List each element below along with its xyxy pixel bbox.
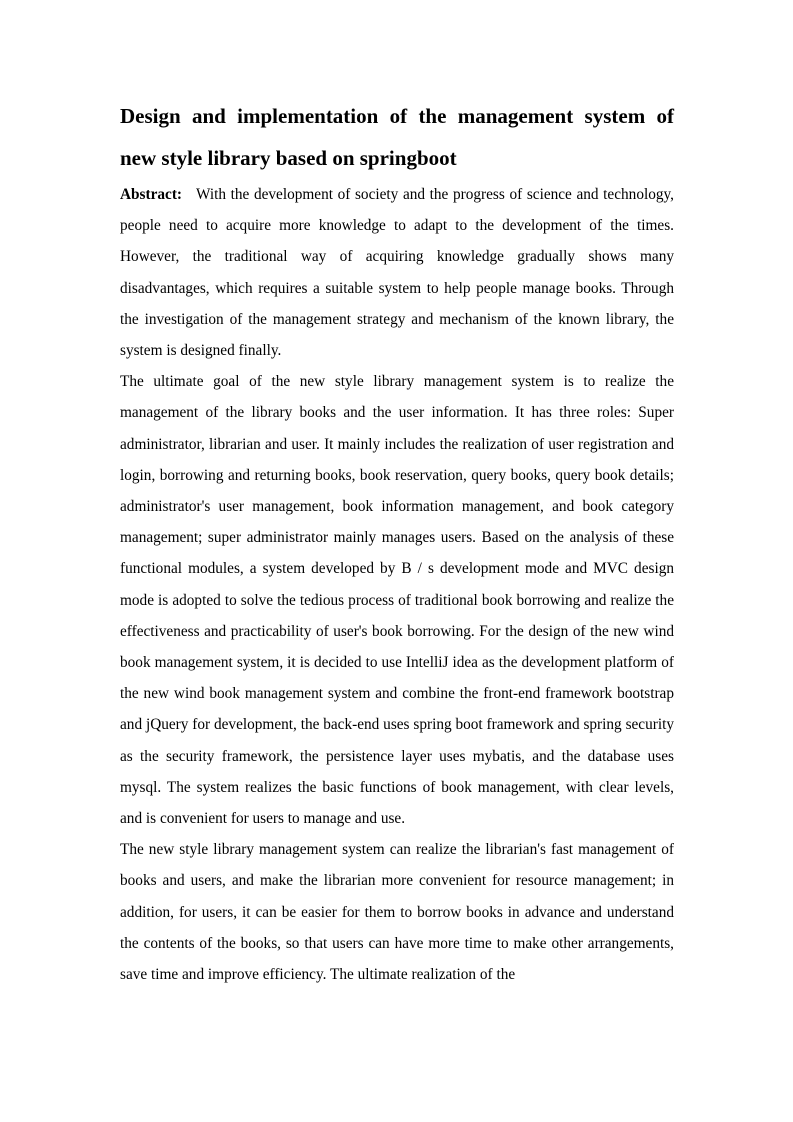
title-line-1: Design and implementation of the management system of <box>120 104 674 128</box>
document-title <box>120 95 674 179</box>
abstract-text: With the development of society and the progress of science and technology, people need to acquire more knowledge to adapt to the development of the times. However, the traditional way of acquiring knowledge gradually shows many disadvantages, which requires a suitable system to help people manage books. Through the investigation of the management strategy and mechanism of the known library, the system is designed finally. <box>120 186 674 360</box>
abstract-paragraph <box>120 179 674 366</box>
document-body <box>120 95 674 990</box>
body-paragraph: The new style library management system can realize the librarian's fast management of books and users, and make the librarian more convenient for resource management; in addition, for users, it can be easier for them to borrow books in advance and understand the contents of the books, so that users can have more time to make other arrangements, save time and improve efficiency. The ultimate realization of the <box>120 841 674 984</box>
abstract-label: Abstract: <box>120 186 183 203</box>
body-paragraph: The ultimate goal of the new style library management system is to realize the management of the library books and the user information. It has three roles: Super administrator, librarian and user. It mainly includes the realization of user registration and login, borrowing and returning books, book reservation, query books, query book details; administrator's user management, book information management, and book category management; super administrator mainly manages users. Based on the analysis of these functional modules, a system developed by B / s development mode and MVC design mode is adopted to solve the tedious process of traditional book borrowing and realize the effectiveness and practicability of user's book borrowing. For the design of the new wind book management system, it is decided to use IntelliJ idea as the development platform of the new wind book management system and combine the front-end framework bootstrap and jQuery for development, the back-end uses spring boot framework and spring security as the security framework, the persistence layer uses mybatis, and the database uses mysql. The system realizes the basic functions of book management, with clear levels, and is convenient for users to manage and use. <box>120 373 674 828</box>
title-line-2: new style library based on springboot <box>120 146 457 170</box>
